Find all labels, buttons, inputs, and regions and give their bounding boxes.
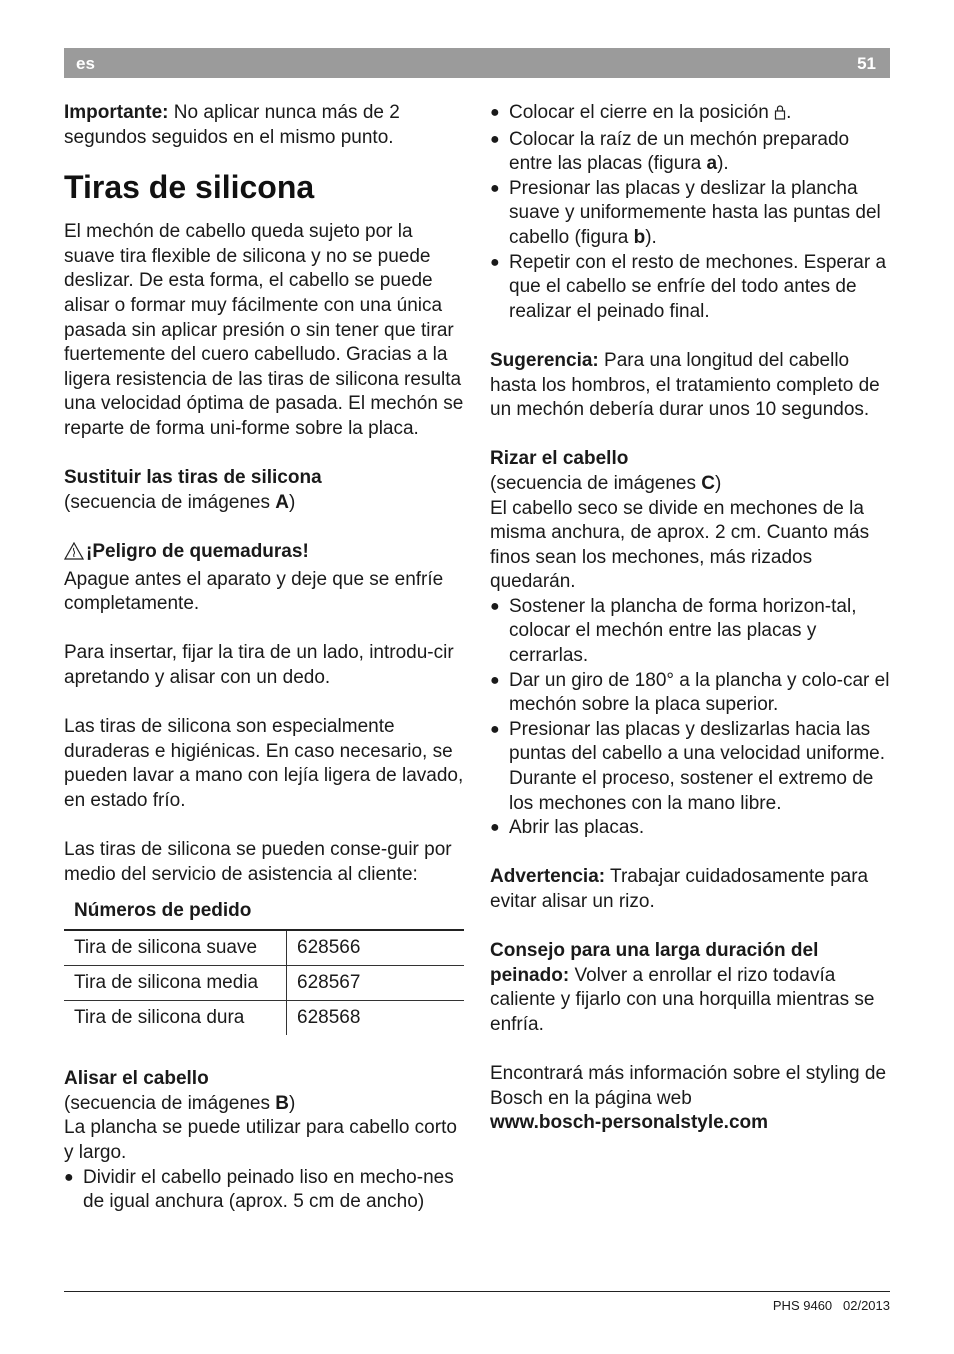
alisar-text: La plancha se puede utilizar para cabello corto y largo. <box>64 1117 457 1163</box>
sugerencia-text: Para una longitud del cabello hasta los hombros, el tratamiento completo de un mechón debería durar unos 10 segundos. <box>490 349 880 421</box>
order-name: Tira de silicona suave <box>64 930 287 966</box>
importante-text: No aplicar nunca más de 2 segundos seguidos en el mismo punto. <box>64 102 400 148</box>
right-column <box>490 101 890 1136</box>
alisar-heading: Alisar el cabello <box>64 1068 209 1090</box>
alisar-list <box>64 1166 464 1215</box>
rizar-text: El cabello seco se divide en mechones de la misma anchura, de aprox. 2 cm. Cuanto más finos sean los mechones, más rizados quedarán. <box>490 497 870 593</box>
advertencia-text: Trabajar cuidadosamente para evitar alisar un rizo. <box>490 866 869 912</box>
language-code: es <box>76 54 95 73</box>
table-row <box>64 966 464 1001</box>
list-item: ● Colocar el cierre en la posición . <box>490 101 890 128</box>
importante-label: Importante: <box>64 102 169 123</box>
list-item: ● Sostener la plancha de forma horizon-tal, colocar el mechón entre las placas y cerrarlas. <box>490 595 890 669</box>
info-text: Encontrará más información sobre el styling de Bosch en la página web <box>490 1063 887 1109</box>
consejo-note <box>490 939 890 1037</box>
lock-icon <box>774 103 786 128</box>
footer-divider <box>64 1291 890 1292</box>
list-item: ● Colocar la raíz de un mechón preparado entre las placas (figura a). <box>490 128 890 177</box>
advertencia-label: Advertencia: <box>490 866 606 888</box>
website-link[interactable]: www.bosch-personalstyle.com <box>490 1112 769 1134</box>
order-code: 628568 <box>287 1001 465 1036</box>
section-title: Tiras de silicona <box>64 169 315 206</box>
left-column <box>64 101 464 1215</box>
list-item: ● Abrir las placas. <box>490 816 890 841</box>
rizar-list <box>490 595 890 841</box>
intro-paragraph: El mechón de cabello queda sujeto por la suave tira flexible de silicona y no se puede deslizar. De esta forma, el cabello se puede alisar o formar muy fácilmente con una única pasada sin aplicar presión o sin tener que tirar fuertemente del cuero cabelludo. Gracias a la ligera resistencia de las tiras de silicona resulta una velocidad óptima de pasada. El mechón se reparte de forma uni-forme sobre la placa. <box>64 221 464 439</box>
advertencia-note <box>490 865 890 914</box>
rizar-sequence: (secuencia de imágenes C) <box>490 472 722 494</box>
danger-heading-line <box>64 540 464 568</box>
importante-note <box>64 101 444 150</box>
edition-date: 02/2013 <box>843 1298 890 1313</box>
sugerencia-note <box>490 349 885 423</box>
durable-text: Las tiras de silicona son especialmente duraderas e higiénicas. En caso necesario, se pueden lavar a mano con lejía ligera de lavado, en estado frío. <box>64 716 464 811</box>
order-code: 628567 <box>287 966 465 1001</box>
list-item: ● Presionar las placas y deslizar la plancha suave y uniformemente hasta las puntas del cabello (figura b). <box>490 177 890 251</box>
service-text: Las tiras de silicona se pueden conse-guir por medio del servicio de asistencia al cliente: <box>64 839 452 885</box>
order-name: Tira de silicona media <box>64 966 287 1001</box>
order-numbers-title: Números de pedido <box>74 900 252 922</box>
consejo-text: Volver a enrollar el rizo todavía caliente y fijarlo con una horquilla mientras se enfría. <box>490 964 875 1035</box>
consejo-label: Consejo para una larga duración del peinado: <box>490 940 819 986</box>
sustituir-sequence: (secuencia de imágenes A) <box>64 491 296 513</box>
list-item: ● Presionar las placas y deslizarlas hacia las puntas del cabello a una velocidad uniforme. Durante el proceso, sostener el extremo de los mechones con la mano libre. <box>490 718 890 816</box>
page-footer <box>773 1298 890 1313</box>
sugerencia-label: Sugerencia: <box>490 349 599 371</box>
order-name: Tira de silicona dura <box>64 1001 287 1036</box>
alisar-steps-list <box>490 101 890 324</box>
alisar-sequence: (secuencia de imágenes B) <box>64 1092 296 1114</box>
page-header <box>64 48 890 78</box>
list-item: ● Dar un giro de 180° a la plancha y colo-car el mechón sobre la placa superior. <box>490 669 890 718</box>
list-item: ● Repetir con el resto de mechones. Esperar a que el cabello se enfríe del todo antes de realizar el peinado final. <box>490 251 890 325</box>
table-row <box>64 1001 464 1036</box>
warning-icon <box>64 542 86 568</box>
rizar-heading: Rizar el cabello <box>490 448 629 470</box>
insert-text: Para insertar, fijar la tira de un lado, introdu-cir apretando y alisar con un dedo. <box>64 642 454 688</box>
list-item: ● Dividir el cabello peinado liso en mecho-nes de igual anchura (aprox. 5 cm de ancho) <box>64 1166 464 1215</box>
order-code: 628566 <box>287 930 465 966</box>
danger-text: Apague antes el aparato y deje que se enfríe completamente. <box>64 568 444 615</box>
order-numbers-table <box>64 929 464 1035</box>
table-row <box>64 930 464 966</box>
sustituir-heading: Sustituir las tiras de silicona <box>64 467 322 489</box>
danger-heading: ¡Peligro de quemaduras! <box>86 540 309 562</box>
model-number: PHS 9460 <box>772 1298 833 1313</box>
page-number: 51 <box>857 54 876 73</box>
